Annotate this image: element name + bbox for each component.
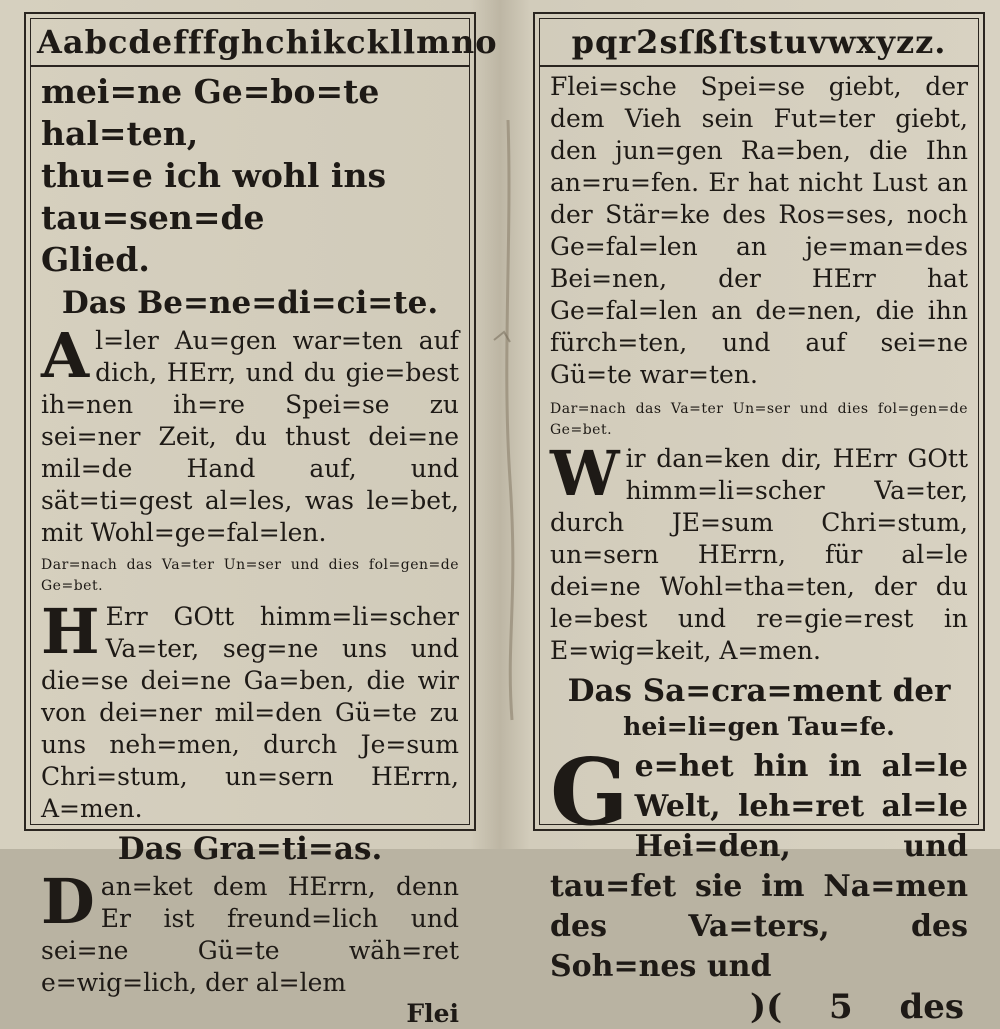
baptism-paragraph (550, 738, 968, 987)
commandment-line: mei=ne Ge=bo=te hal=ten, (41, 72, 380, 153)
dropcap-g: G (550, 738, 629, 846)
prayer-text: Err GOtt himm=li=scher Va=ter, seg=ne uns und die=se dei=ne Ga=ben, die wir von dei=ner mil=den Gü=te zu uns neh=men, durch Je=sum Chri=stum, un=sern HErrn, A=men. (41, 602, 459, 823)
page-number: 5 (828, 987, 853, 1027)
catchword-left: Flei (406, 999, 459, 1028)
right-page-body (540, 67, 978, 1027)
dropcap-a: A (41, 319, 90, 392)
thanks-text: ir dan=ken dir, HErr GOtt himm=li=scher Va=ter, durch JE=sum Chri=stum, un=sern HErrn, für al=le dei=ne Wohl=tha=ten, der du le=best und re=gie=rest in E=wig=keit, A=men. (550, 444, 968, 665)
gutter-stain (488, 120, 528, 720)
right-page-frame (539, 18, 979, 1027)
baptism-text: e=het hin in al=le Welt, leh=ret al=le Hei=den, und tau=fet sie im Na=men des Va=ters, des Soh=nes und (550, 749, 968, 984)
catchword-right: des (899, 987, 964, 1027)
heading-sacrament: Das Sa=cra=ment der (567, 673, 951, 709)
rubric-vater-unser-2: Dar=nach das Va=ter Un=ser und dies fol=gen=de Ge=bet. (550, 401, 968, 438)
rubric-vater-unser: Dar=nach das Va=ter Un=ser und dies fol=gen=de Ge=bet. (41, 557, 459, 594)
page-footer (550, 987, 968, 1027)
heading-gratias: Das Gra=ti=as. (117, 831, 383, 867)
alphabet-header-left: Aabcdefffghchikckllmno (31, 19, 469, 67)
left-page (24, 12, 498, 1028)
right-page (533, 12, 985, 1027)
left-page-body (31, 67, 469, 1029)
heading-sacrament-sub: hei=li=gen Tau=fe. (623, 712, 895, 741)
gratias-text: an=ket dem HErrn, denn Er ist freund=lich und sei=ne Gü=te wäh=ret e=wig=lich, der al=lem (41, 872, 459, 997)
benedicite-paragraph (41, 319, 459, 549)
commandment-line: Glied. (41, 240, 150, 279)
alphabet-header-right: pqr2sſßſtstuvwxyzz. (540, 19, 978, 67)
thanks-paragraph (550, 437, 968, 667)
dropcap-h: H (41, 595, 100, 668)
dropcap-d: D (41, 865, 95, 938)
benedicite-text: l=ler Au=gen war=ten auf dich, HErr, und du gie=best ih=nen ih=re Spei=se zu sei=ner Zeit, du thust dei=ne mil=de Hand auf, und sät=ti=gest al=les, was le=bet, mit Wohl=ge=fal=len. (41, 326, 459, 547)
gratias-paragraph (41, 865, 459, 999)
signature-mark: )( (750, 987, 783, 1027)
prayer-paragraph (41, 595, 459, 825)
dropcap-w: W (550, 437, 620, 510)
left-page-frame (30, 18, 498, 1028)
heading-benedicite: Das Be=ne=di=ci=te. (61, 285, 439, 321)
psalm-continuation: Flei=sche Spei=se giebt, der dem Vieh sein Fut=ter giebt, den jun=gen Ra=ben, die Ihn an=ru=fen. Er hat nicht Lust an der Stär=ke des Ros=ses, noch Ge=fal=len an je=man=des Bei=nen, der HErr hat Ge=fal=len an de=nen, die ihn fürch=ten, und auf sei=ne Gü=te war=ten. (550, 72, 968, 389)
commandment-line: thu=e ich wohl ins tau=sen=de (41, 156, 387, 237)
